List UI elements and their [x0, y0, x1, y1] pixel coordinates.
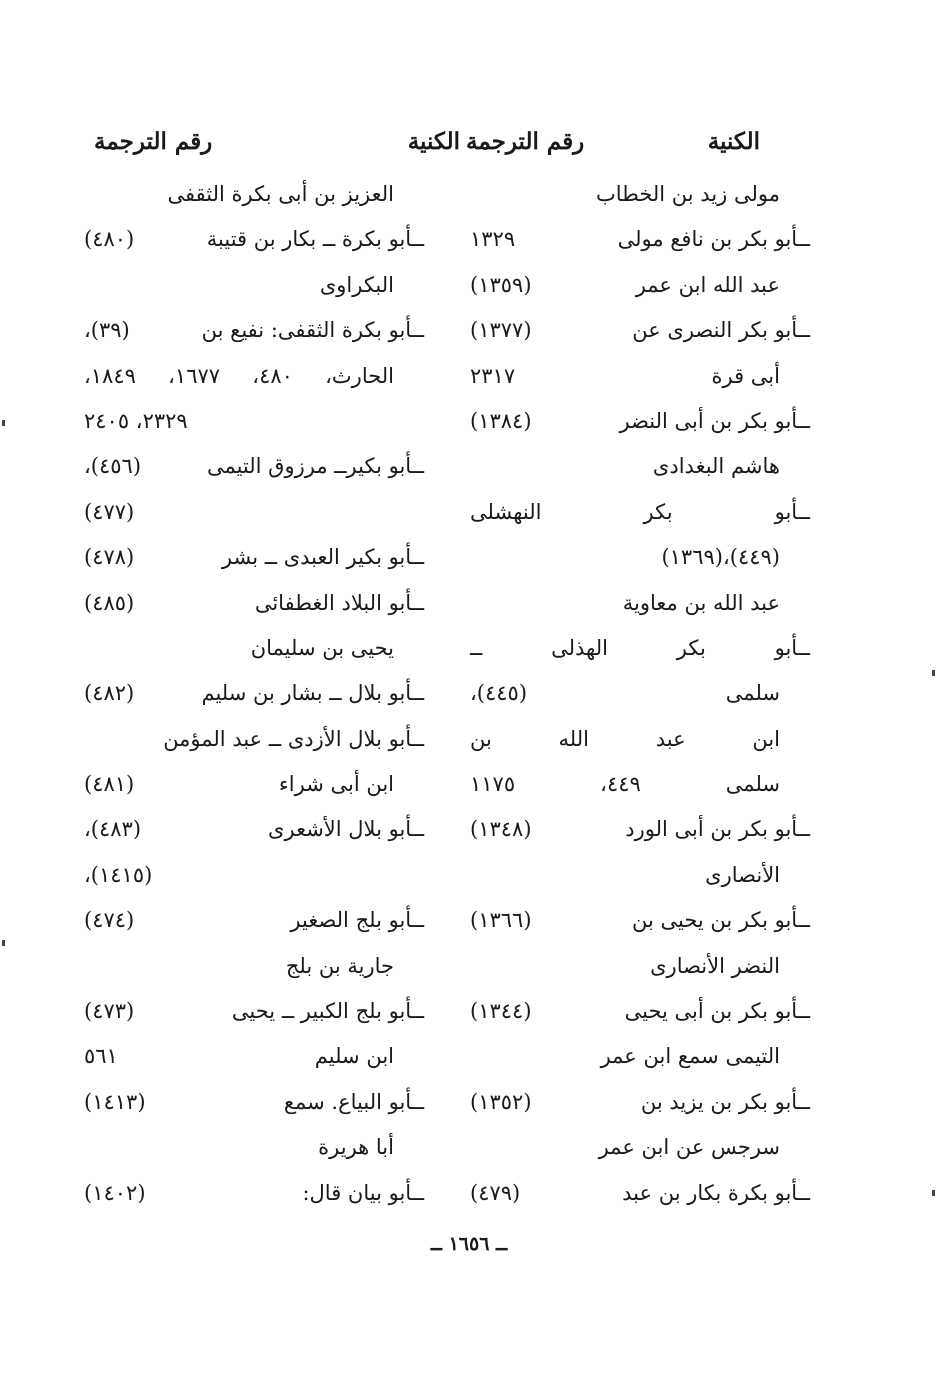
- entry-translation-number: (١٣٥٩): [470, 272, 532, 297]
- entry-row: [84, 535, 424, 580]
- entry-row: [84, 717, 424, 762]
- entry-kunya: مولى زيد بن الخطاب: [595, 182, 780, 206]
- entry-kunya: ــأبو البلاد الغطفائى: [254, 590, 424, 615]
- entry-kunya: ابن أبى شراء: [278, 772, 394, 797]
- entry-row: [84, 354, 424, 399]
- entry-row: [470, 717, 810, 762]
- entry-row: [84, 989, 424, 1034]
- entry-translation-number: (٤٧٩): [470, 1180, 521, 1205]
- entry-row: [470, 535, 810, 580]
- entry-row: [470, 671, 810, 716]
- entry-row: [84, 898, 424, 943]
- entry-kunya: ــأبو البياع. سمع: [283, 1089, 424, 1114]
- entry-row: [84, 853, 424, 898]
- header-translation-number: رقم الترجمة: [94, 128, 213, 155]
- entry-kunya: سرجس عن ابن عمر: [598, 1135, 780, 1160]
- entry-row: [84, 626, 424, 671]
- entry-translation-number: (٤٧٤): [84, 908, 135, 933]
- scan-mark: [2, 940, 5, 946]
- entry-row: [470, 898, 810, 943]
- entry-kunya: ــأبو بكيرــ مرزوق التيمى: [206, 454, 424, 479]
- scan-mark: [2, 420, 5, 426]
- entry-row: [470, 626, 810, 671]
- entry-row: [470, 581, 810, 626]
- left-column-header: [84, 118, 460, 172]
- entry-kunya: جارية بن بلج: [285, 953, 394, 978]
- entry-kunya: ــأبو بلج الكبير ــ يحيى: [231, 999, 424, 1024]
- entry-kunya: سلمى (٤٤٥)،: [470, 681, 780, 706]
- entry-row: [470, 989, 810, 1034]
- entry-kunya: ــأبو بلج الصغير: [290, 908, 424, 933]
- entry-row: [470, 308, 810, 353]
- entry-row: [470, 807, 810, 852]
- entry-row: [470, 853, 810, 898]
- entry-kunya: (٤٤٩)،(١٣٦٩): [661, 545, 780, 570]
- left-column-entries: [84, 172, 424, 1216]
- entry-row: [84, 1171, 424, 1216]
- entry-row: [84, 807, 424, 852]
- entry-translation-number: (١٣٤٤): [470, 999, 532, 1024]
- entry-kunya: ــأبو بيان قال:: [302, 1180, 424, 1205]
- entry-row: [84, 308, 424, 353]
- right-column-entries: [470, 172, 810, 1216]
- entry-row: [84, 1034, 424, 1079]
- entry-translation-number: ٢٣١٧: [470, 363, 516, 388]
- entry-translation-number: (٤٧٣): [84, 999, 135, 1024]
- entry-translation-number: (٤٥٦)،: [84, 454, 142, 479]
- scan-mark: [932, 670, 935, 676]
- entry-row: [470, 490, 810, 535]
- entry-row: [84, 671, 424, 716]
- entry-translation-number: (٤٧٨): [84, 545, 135, 570]
- entry-row: [470, 217, 810, 262]
- entry-translation-number: (١٣٨٤): [470, 408, 532, 433]
- entry-row: [84, 581, 424, 626]
- entry-kunya: الحارث، ٤٨٠، ١٦٧٧، ١٨٤٩،: [84, 363, 395, 388]
- entry-kunya: العزيز بن أبى بكرة الثقفى: [167, 182, 394, 206]
- entry-translation-number: (١٣٦٦): [470, 908, 532, 933]
- entry-kunya: ــأبو بكر النصرى عن: [632, 318, 810, 343]
- entry-kunya: ــأبو بكر النهشلى: [470, 499, 810, 524]
- entry-translation-number: (٤٨٣)،: [84, 817, 142, 842]
- entry-row: [470, 1125, 810, 1170]
- entry-translation-number: (١٤٠٢): [84, 1180, 146, 1205]
- entry-kunya: أبى قرة: [711, 363, 780, 388]
- entry-row: [84, 762, 424, 807]
- entry-kunya: الأنصارى: [705, 862, 780, 887]
- header-translation-number: رقم الترجمة: [466, 128, 585, 155]
- entry-kunya: ــأبو بكر بن نافع مولى: [617, 227, 810, 252]
- entry-row: [84, 444, 424, 489]
- header-kunya: الكنية: [407, 128, 460, 155]
- entry-row: [84, 1125, 424, 1170]
- entry-row: [470, 944, 810, 989]
- right-column: [466, 118, 810, 1216]
- entry-translation-number: (١٤١٥)،: [84, 862, 153, 887]
- entry-kunya: ــأبو بكرة ــ بكار بن قتيبة: [206, 227, 424, 252]
- entry-translation-number: (١٣٥٢): [470, 1089, 532, 1114]
- entry-row: [84, 172, 424, 217]
- entry-translation-number: ٥٦١: [84, 1044, 118, 1069]
- entry-kunya: عبد الله بن معاوية: [622, 590, 780, 615]
- entry-translation-number: (١٣٤٨): [470, 817, 532, 842]
- entry-row: [84, 399, 424, 444]
- entry-row: [470, 263, 810, 308]
- entry-row: [470, 399, 810, 444]
- entry-row: [470, 1034, 810, 1079]
- entry-row: [470, 172, 810, 217]
- entry-kunya: ــأبو بكر بن أبى الورد: [625, 817, 810, 842]
- entry-kunya: ــأبو بلال الأزدى ــ عبد المؤمن: [163, 726, 424, 751]
- header-kunya: الكنية: [707, 128, 760, 155]
- entry-translation-number: ١٣٢٩: [470, 227, 516, 252]
- entry-row: [84, 217, 424, 262]
- entry-translation-number: (١٤١٣): [84, 1089, 146, 1114]
- entry-row: [84, 490, 424, 535]
- entry-translation-number: ٢٣٢٩، ٢٤٠٥: [84, 408, 188, 433]
- entry-translation-number: (٤٧٧): [84, 499, 135, 524]
- entry-translation-number: (١٣٧٧): [470, 318, 532, 343]
- entry-row: [470, 354, 810, 399]
- entry-kunya: عبد الله ابن عمر: [635, 272, 780, 297]
- entry-kunya: ــأبو بلال الأشعرى: [268, 817, 424, 842]
- entry-kunya: ــأبو بكر الهذلى ــ: [470, 635, 810, 660]
- entry-translation-number: (٤٨١): [84, 772, 135, 797]
- entry-kunya: ــأبو بكر بن يزيد بن: [640, 1089, 810, 1114]
- entry-kunya: يحيى بن سليمان: [250, 635, 394, 660]
- entry-kunya: ــأبو بكرة بكار بن عبد: [622, 1180, 810, 1205]
- entry-translation-number: (٤٨٠): [84, 227, 135, 252]
- entry-row: [84, 1080, 424, 1125]
- right-column-header: [466, 118, 810, 172]
- left-column: [84, 118, 460, 1216]
- entry-kunya: التيمى سمع ابن عمر: [600, 1044, 780, 1069]
- scan-mark: [932, 1190, 935, 1196]
- entry-translation-number: (٤٨٥): [84, 590, 135, 615]
- entry-kunya: ــأبو بكر بن أبى النضر: [619, 408, 810, 433]
- entry-row: [470, 1080, 810, 1125]
- entry-kunya: ــأبو بكير العبدى ــ بشر: [221, 545, 424, 570]
- entry-kunya: أبا هريرة: [318, 1135, 394, 1160]
- entry-kunya: ابن عبد الله بن: [470, 726, 780, 751]
- entry-kunya: ــأبو بكرة الثقفى: نفيع بن: [201, 318, 424, 343]
- page-number: ــ ١٦٥٦ ــ: [430, 1233, 508, 1255]
- entry-row: [470, 762, 810, 807]
- entry-kunya: هاشم البغدادى: [652, 454, 780, 479]
- entry-kunya: ــأبو بكر بن يحيى بن: [631, 908, 810, 933]
- entry-kunya: ابن سليم: [314, 1044, 394, 1069]
- entry-row: [470, 444, 810, 489]
- entry-translation-number: (٤٨٢): [84, 681, 135, 706]
- entry-translation-number: (٣٩)،: [84, 318, 130, 343]
- entry-kunya: سلمى ٤٤٩، ١١٧٥: [470, 772, 780, 797]
- entry-kunya: النضر الأنصارى: [650, 953, 780, 978]
- entry-row: [470, 1171, 810, 1216]
- entry-kunya: البكراوى: [319, 272, 394, 297]
- entry-kunya: ــأبو بلال ــ بشار بن سليم: [201, 681, 424, 706]
- entry-row: [84, 944, 424, 989]
- entry-row: [84, 263, 424, 308]
- entry-kunya: ــأبو بكر بن أبى يحيى: [624, 999, 810, 1024]
